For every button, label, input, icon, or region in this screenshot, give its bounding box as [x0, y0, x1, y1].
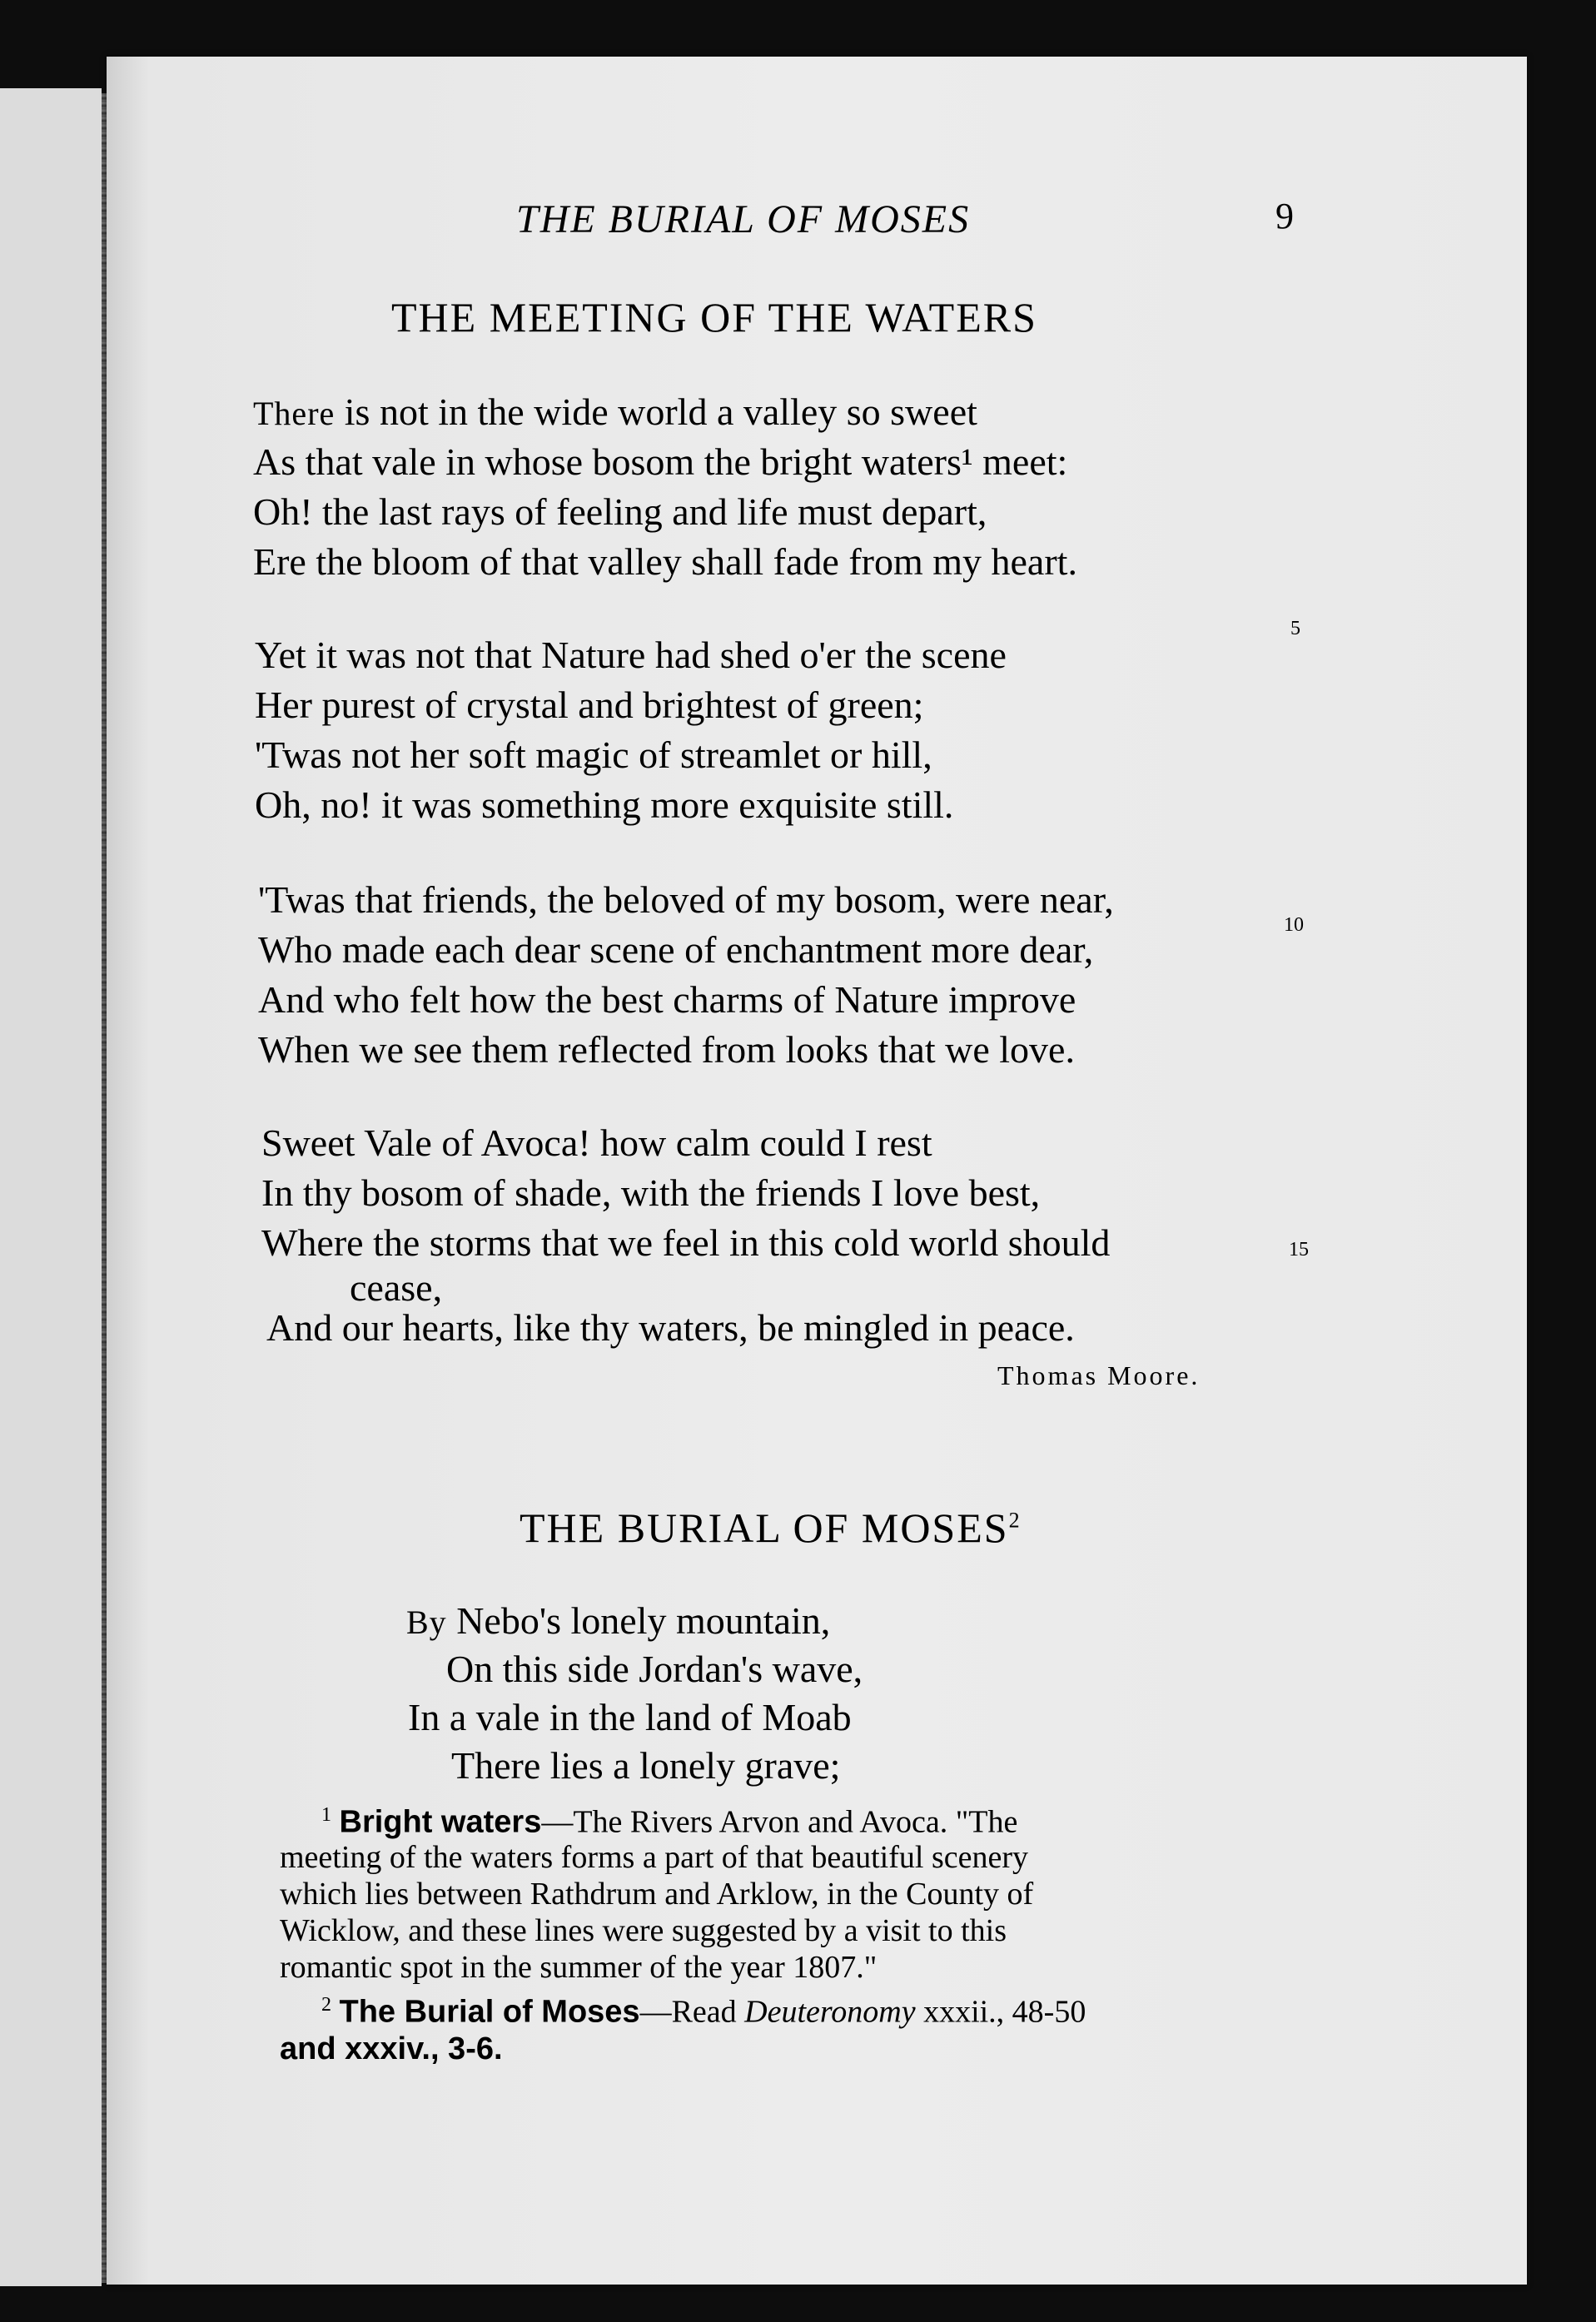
poem-line: 'Twas not her soft magic of streamlet or hill,	[255, 733, 932, 776]
footnote-line: meeting of the waters forms a part of that beautiful scenery	[280, 1840, 1028, 1875]
poem-line: On this side Jordan's wave,	[446, 1648, 863, 1690]
footnote-ref: 2	[1008, 1508, 1022, 1533]
poem-line-continued: cease,	[350, 1266, 443, 1309]
footnote-line: and xxxiv., 3-6.	[280, 2031, 503, 2066]
poem-line: Where the storms that we feel in this cold world should	[261, 1221, 1111, 1264]
poem-line: Her purest of crystal and brightest of green;	[255, 684, 924, 726]
line-number: 15	[1289, 1239, 1309, 1260]
line-number: 5	[1290, 618, 1300, 639]
poem-line-text: is not in the wide world a valley so sweet	[335, 390, 977, 433]
drop-word: By	[406, 1604, 447, 1641]
poem-line: Oh, no! it was something more exquisite still.	[255, 783, 954, 826]
poem-title-burial-of-moses	[520, 1504, 1022, 1552]
drop-word: There	[253, 395, 336, 432]
poem-line	[253, 390, 977, 434]
author-signature: Thomas Moore.	[997, 1360, 1201, 1390]
page-number: 9	[1275, 196, 1294, 236]
poem-title-text: THE BURIAL OF MOSES	[520, 1504, 1009, 1551]
footnote-book-title: Deuteronomy	[744, 1994, 916, 2030]
footnote-number: 2	[321, 1994, 331, 2016]
footnote-2	[321, 1995, 1086, 2028]
poem-line: Ere the bloom of that valley shall fade from my heart.	[253, 540, 1077, 583]
poem-line: And who felt how the best charms of Nature improve	[258, 978, 1076, 1021]
poem-line-text: Nebo's lonely mountain,	[446, 1599, 831, 1642]
poem-line: And our hearts, like thy waters, be mingled in peace.	[266, 1306, 1075, 1349]
footnote-line: romantic spot in the summer of the year 1807."	[280, 1950, 878, 1985]
poem-line: Oh! the last rays of feeling and life must depart,	[253, 490, 987, 533]
poem-line	[406, 1599, 830, 1643]
footnote-text: xxxii., 48-50	[915, 1994, 1086, 2030]
poem-title-meeting-of-the-waters: THE MEETING OF THE WATERS	[391, 294, 1037, 341]
footnote-number: 1	[321, 1804, 331, 1826]
footnote-line: Wicklow, and these lines were suggested by a visit to this	[280, 1913, 1007, 1948]
poem-line: Sweet Vale of Avoca! how calm could I rest	[261, 1121, 932, 1164]
poem-line: Yet it was not that Nature had shed o'er the scene	[255, 634, 1007, 676]
poem-line: In a vale in the land of Moab	[408, 1696, 852, 1738]
line-number: 10	[1284, 914, 1304, 936]
running-head: THE BURIAL OF MOSES	[516, 197, 971, 241]
poem-line: When we see them reflected from looks that we love.	[258, 1028, 1075, 1071]
poem-line: As that vale in whose bosom the bright waters¹ meet:	[253, 440, 1068, 483]
footnote-line: which lies between Rathdrum and Arklow, in the County of	[280, 1877, 1034, 1912]
facing-page-edge	[0, 88, 102, 2286]
footnote-1	[321, 1805, 1017, 1838]
poem-line: 'Twas that friends, the beloved of my bosom, were near,	[258, 878, 1114, 921]
footnote-text: —The Rivers Arvon and Avoca. "The	[541, 1804, 1018, 1840]
poem-line: In thy bosom of shade, with the friends I love best,	[261, 1171, 1041, 1214]
poem-line: There lies a lonely grave;	[451, 1744, 841, 1787]
footnote-text: —Read	[639, 1994, 745, 2030]
footnote-head: The Burial of Moses	[339, 1994, 640, 2030]
poem-line: Who made each dear scene of enchantment more dear,	[258, 928, 1094, 971]
footnote-head: Bright waters	[339, 1804, 542, 1840]
